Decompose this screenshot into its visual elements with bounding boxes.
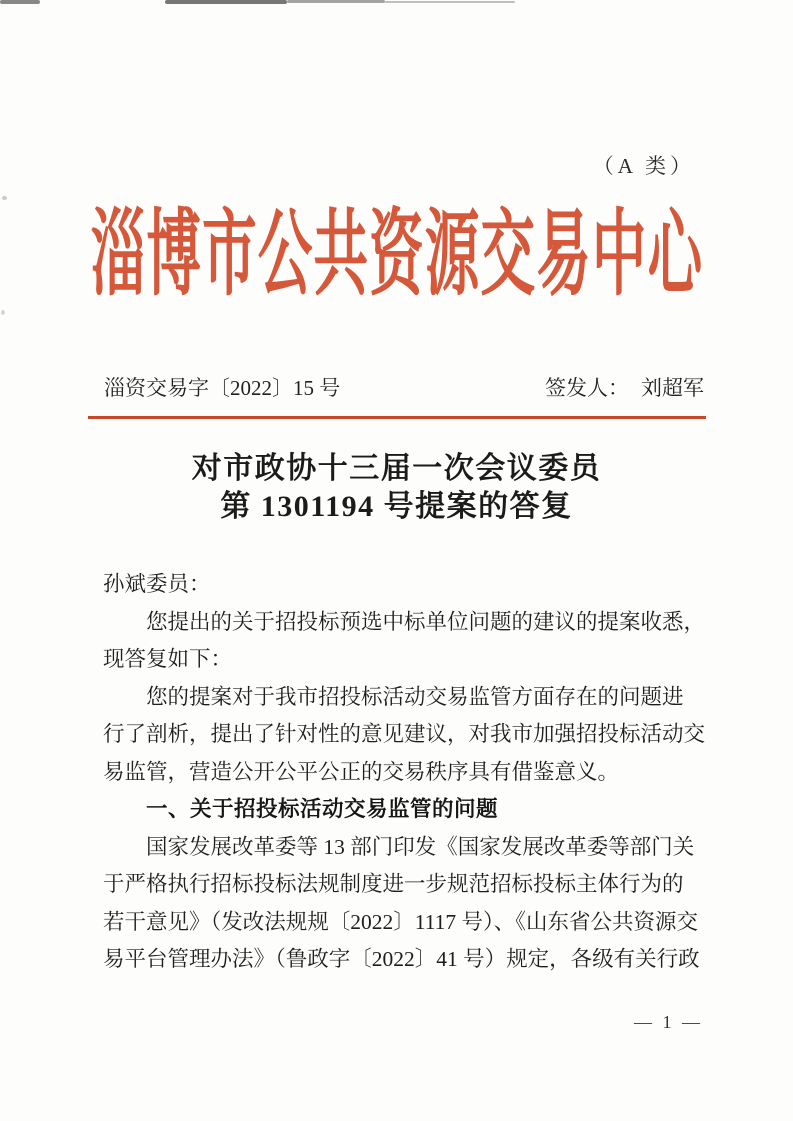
doc-number-row xyxy=(104,372,704,402)
issuer xyxy=(545,372,704,402)
doc-title-line2: 第 1301194 号提案的答复 xyxy=(220,490,573,523)
letterhead xyxy=(0,196,793,314)
body-line: 国家发展改革委等 13 部门印发《国家发展改革委等部门关 xyxy=(146,834,695,859)
org-title: 淄博市公共资源交易中心 xyxy=(90,203,703,307)
body-line: 易平台管理办法》（鲁政字〔2022〕41 号）规定，各级有关行政 xyxy=(103,947,700,971)
issuer-label: 签发人： xyxy=(545,376,629,400)
body-line: 于严格执行招标投标法规制度进一步规范招标投标主体行为的 xyxy=(103,872,684,896)
letterhead-divider xyxy=(88,416,706,419)
doc-title xyxy=(0,450,793,526)
body-line: 行了剖析，提出了针对性的意见建议，对我市加强招投标活动交 xyxy=(103,722,706,746)
page-number: — 1 — xyxy=(634,1012,703,1032)
body-section-heading: 一、关于招投标活动交易监管的问题 xyxy=(146,797,499,821)
doc-number: 淄资交易字〔2022〕15 号 xyxy=(104,376,341,400)
body-line: 您提出的关于招投标预选中标单位问题的建议的提案收悉， xyxy=(146,609,706,634)
scan-artifact xyxy=(385,1,515,3)
body-line-salutation: 孙斌委员： xyxy=(103,572,211,596)
scan-artifact xyxy=(287,0,385,3)
scan-artifact xyxy=(0,0,40,4)
issuer-name: 刘超军 xyxy=(641,376,704,400)
body-line: 现答复如下： xyxy=(103,647,233,671)
document-body xyxy=(103,566,706,979)
scan-artifact xyxy=(165,0,287,4)
body-line: 易监管，营造公开公平公正的交易秩序具有借鉴意义。 xyxy=(103,759,620,784)
doc-title-line1: 对市政协十三届一次会议委员 xyxy=(191,452,602,485)
classification-label: （A 类） xyxy=(592,154,695,178)
body-line: 您的提案对于我市招投标活动交易监管方面存在的问题进 xyxy=(146,684,684,709)
body-line: 若干意见》（发改法规规〔2022〕1117 号）、《山东省公共资源交 xyxy=(103,909,699,934)
